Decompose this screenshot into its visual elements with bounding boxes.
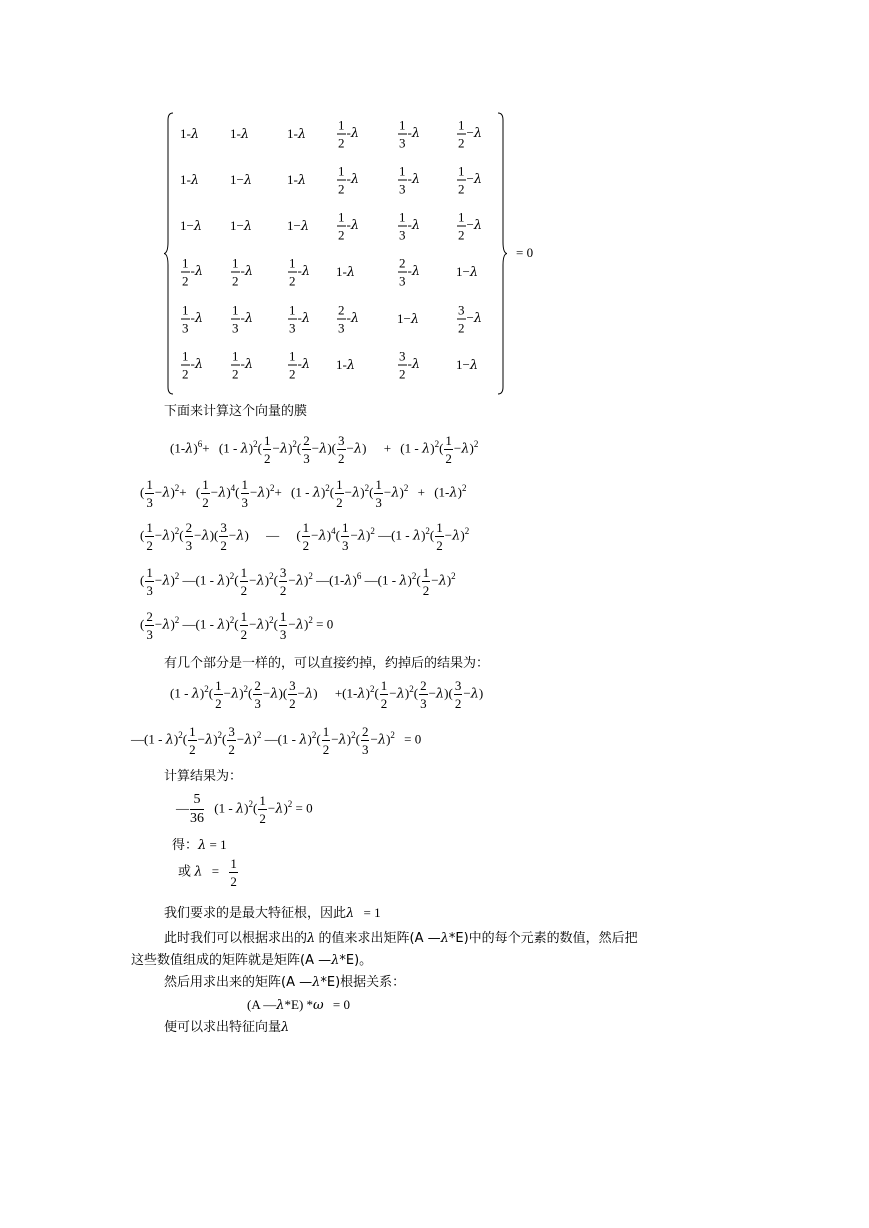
- matrix-cell: $\frac{1}{3}$ -λ: [399, 117, 421, 151]
- expansion-line-1: $(1-\lambda)^6+ (1 - \lambda)^2$( $\frac{1}{2}$ −λ)$^2$( $\frac{2}{3}$ −λ)( $\frac{3}{2}$ −λ) + (1 - λ)$^2$( $\frac{1}{2}$ −λ)$^2$: [170, 433, 479, 466]
- matrix-cell: 1-λ: [230, 126, 250, 142]
- matrix-cell: $\frac{1}{2}$ -λ: [289, 255, 311, 289]
- matrix-cell: $\frac{1}{3}$ -λ: [232, 302, 254, 336]
- determinant-matrix: [164, 112, 509, 395]
- lambda-symbol: λ: [198, 838, 207, 853]
- matrix-cell: $\frac{3}{2}$ -λ: [399, 348, 421, 382]
- solution-label: 得：: [172, 838, 199, 853]
- matrix-cell: $\frac{1}{2}$ -λ: [232, 348, 254, 382]
- matrix-cell: 1−λ: [287, 218, 310, 234]
- matrix-cell: $\frac{1}{3}$ -λ: [399, 163, 421, 197]
- solution-value: = 1: [209, 837, 227, 852]
- result-equation: — $\frac{5}{36}$ (1 - λ)$^2$( $\frac{1}{2}$ −λ)$^2$ = 0: [176, 792, 313, 826]
- matrix-cell: $\frac{1}{3}$ -λ: [399, 209, 421, 243]
- matrix-cell: 1−λ: [456, 357, 479, 373]
- matrix-cell: $\frac{2}{3}$ -λ: [338, 302, 360, 336]
- right-brace: [497, 112, 507, 395]
- paragraph-conclusion: 便可以求出特征向量λ: [164, 1020, 290, 1035]
- matrix-equals-zero: = 0: [516, 245, 534, 260]
- paragraph-compute-line-2: 这些数值组成的矩阵就是矩阵(A —λ*E)。: [131, 953, 373, 968]
- matrix-cell: 1-λ: [180, 172, 200, 188]
- solution-2: 或 λ = $\frac{1}{2}$: [178, 856, 237, 889]
- paragraph-intro: 下面来计算这个向量的膜: [164, 404, 308, 419]
- solution-1: [172, 838, 227, 852]
- matrix-cell: $\frac{1}{2}$ -λ: [182, 255, 204, 289]
- matrix-cell: $\frac{1}{2}$ -λ: [338, 117, 360, 151]
- matrix-cell: $\frac{1}{2}$ −λ: [458, 209, 483, 243]
- matrix-cell: $\frac{2}{3}$ -λ: [399, 255, 421, 289]
- simplified-line-2: —(1 - λ)$^2$( $\frac{1}{2}$ −λ)$^2$( $\frac{3}{2}$ −λ)$^2$ —(1 - λ)$^2$( $\frac{1}{2}$ −λ)$^2$( $\frac{2}{3}$ −λ)$^2$ = 0: [131, 724, 422, 757]
- matrix-cell: 1-λ: [287, 126, 307, 142]
- matrix-cell: $\frac{1}{2}$ −λ: [458, 117, 483, 151]
- paragraph-relation: 然后用求出来的矩阵(A —λ*E)根据关系：: [164, 975, 406, 990]
- matrix-cell: 1-λ: [180, 126, 200, 142]
- matrix-cell: $\frac{1}{2}$ −λ: [458, 163, 483, 197]
- expansion-line-3: ( $\frac{1}{2}$ −λ)$^2$( $\frac{2}{3}$ −λ)( $\frac{3}{2}$ −λ) — ( $\frac{1}{2}$ −λ)$^4$( $\frac{1}{3}$ −λ)$^2$ —(1 - λ)$^2$( $\frac{1}{2}$ −λ)$^2$: [140, 520, 470, 553]
- matrix-cell: 1-λ: [336, 357, 356, 373]
- matrix-cell: 1−λ: [230, 218, 253, 234]
- matrix-cell: 1−λ: [397, 311, 420, 327]
- matrix-cell: 1-λ: [287, 172, 307, 188]
- matrix-cell: 1-λ: [336, 264, 356, 280]
- matrix-cell: $\frac{1}{2}$ -λ: [182, 348, 204, 382]
- left-brace: [164, 112, 174, 395]
- expansion-line-2: ( $\frac{1}{3}$ −λ)$^2$+ ( $\frac{1}{2}$ −λ)$^4$( $\frac{1}{3}$ −λ)$^2$+ (1 - λ)$^2$( $\frac{1}{2}$ −λ)$^2$( $\frac{1}{3}$ $-\lambda)^2 + (1-\lambda)^2$: [140, 477, 467, 510]
- matrix-cell: 1−λ: [230, 172, 253, 188]
- paragraph-simplify: 有几个部分是一样的，可以直接约掉，约掉后的结果为：: [164, 656, 490, 671]
- matrix-cell: $\frac{1}{2}$ -λ: [289, 348, 311, 382]
- relation-equation: (A —λ*E) *ω = 0: [247, 997, 350, 1013]
- matrix-cell: $\frac{1}{3}$ -λ: [289, 302, 311, 336]
- paragraph-result: 计算结果为：: [164, 769, 243, 784]
- matrix-cell: $\frac{1}{2}$ -λ: [232, 255, 254, 289]
- expansion-line-5: ( $\frac{2}{3}$ −λ)$^2$ —(1 - λ)$^2$( $\frac{1}{2}$ −λ)$^2$( $\frac{1}{3}$ −λ)$^2$ = 0: [140, 609, 334, 642]
- matrix-cell: $\frac{3}{2}$ −λ: [458, 302, 483, 336]
- matrix-cell: $\frac{1}{3}$ -λ: [182, 302, 204, 336]
- or-label: 或: [178, 864, 192, 880]
- simplified-line-1: (1 - λ)$^2$( $\frac{1}{2}$ −λ)$^2$( $\frac{2}{3}$ −λ)( $\frac{3}{2}$ $-\lambda) +(1-\lambda)^2$( $\frac{1}{2}$ −λ)$^2$( $\frac{2}{3}$ −λ)( $\frac{3}{2}$ −λ): [170, 678, 484, 711]
- matrix-cell: $\frac{1}{2}$ -λ: [338, 163, 360, 197]
- matrix-cell: 1−λ: [180, 218, 203, 234]
- paragraph-compute-line-1: 此时我们可以根据求出的λ 的值来求出矩阵(A —λ*E)中的每个元素的数值，然后把: [164, 931, 638, 946]
- omega-symbol: ω: [313, 998, 324, 1013]
- matrix-cell: 1−λ: [456, 264, 479, 280]
- paragraph-max-eigen: 我们要求的是最大特征根，因此λ = 1: [164, 905, 381, 921]
- matrix-cell: $\frac{1}{2}$ -λ: [338, 209, 360, 243]
- expansion-line-4: ( $\frac{1}{3}$ −λ)$^2$ —(1 - λ)$^2$( $\frac{1}{2}$ −λ)$^2$( $\frac{3}{2}$ −λ)$^2$ $—(1-\lambda)^6$ —(1 - λ)$^2$( $\frac{1}{2}$ −λ)$^2$: [140, 565, 456, 598]
